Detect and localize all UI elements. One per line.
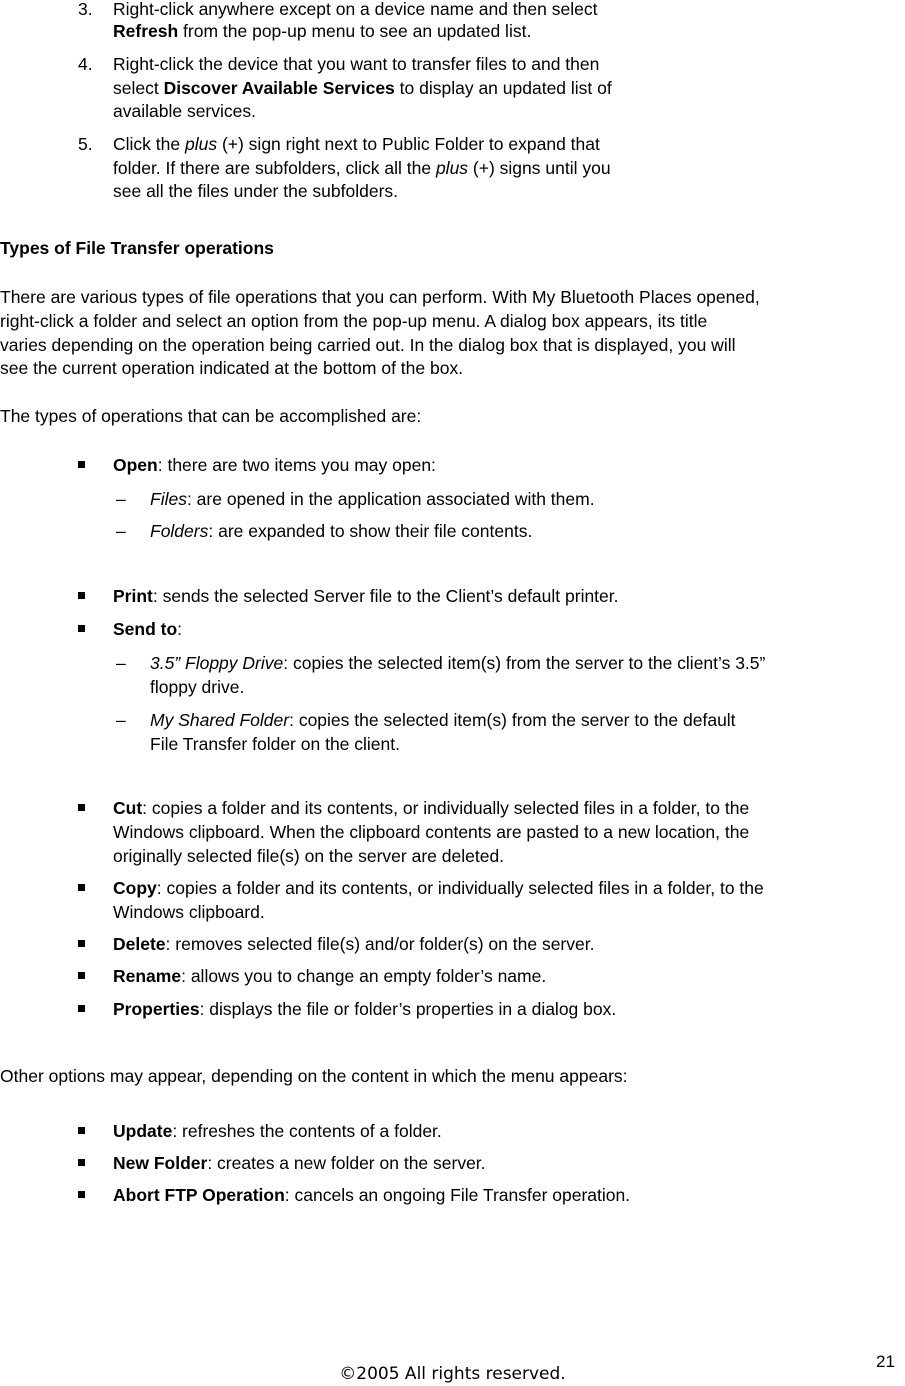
step-number: 3. [78, 0, 93, 19]
operation-update: Update: refreshes the contents of a folder. [113, 1121, 442, 1141]
step-5-line-3: see all the files under the subfolders. [113, 181, 399, 201]
intro-line: There are various types of file operations that you can perform. With My Bluetooth Places opened, [0, 287, 760, 307]
step-3-line-2: Refresh from the pop-up menu to see an updated list. [113, 21, 532, 41]
operation-abort-ftp: Abort FTP Operation: cancels an ongoing File Transfer operation. [113, 1185, 631, 1205]
step-5-line-2: folder. If there are subfolders, click all the plus (+) signs until you [113, 158, 611, 178]
operation-copy: Copy: copies a folder and its contents, or individually selected files in a folder, to the [113, 878, 764, 898]
operation-cut-cont: originally selected file(s) on the server are deleted. [113, 846, 505, 866]
types-intro: The types of operations that can be accomplished are: [0, 406, 422, 426]
bullet-icon [78, 1005, 85, 1012]
intro-line: varies depending on the operation being carried out. In the dialog box that is displayed, you will [0, 335, 736, 355]
operation-properties: Properties: displays the file or folder’s properties in a dialog box. [113, 999, 617, 1019]
subitem-shared-folder: My Shared Folder: copies the selected item(s) from the server to the default [150, 710, 736, 730]
bullet-icon [78, 884, 85, 891]
bullet-icon [78, 1127, 85, 1134]
operation-open: Open: there are two items you may open: [113, 455, 436, 475]
operation-cut: Cut: copies a folder and its contents, or individually selected files in a folder, to the [113, 798, 750, 818]
intro-line: right-click a folder and select an option from the pop-up menu. A dialog box appears, its title [0, 311, 708, 331]
bullet-icon [78, 804, 85, 811]
bullet-icon [78, 592, 85, 599]
step-3-line-1: Right-click anywhere except on a device name and then select [113, 0, 598, 19]
other-intro: Other options may appear, depending on the content in which the menu appears: [0, 1066, 628, 1086]
subitem-folders: Folders: are expanded to show their file contents. [150, 521, 533, 541]
subitem-shared-folder-cont: File Transfer folder on the client. [150, 734, 400, 754]
step-number: 5. [78, 134, 93, 154]
bullet-icon [78, 461, 85, 468]
step-4-line-1: Right-click the device that you want to transfer files to and then [113, 54, 600, 74]
subitem-files: Files: are opened in the application associated with them. [150, 489, 595, 509]
step-4-line-3: available services. [113, 101, 256, 121]
operation-rename: Rename: allows you to change an empty folder’s name. [113, 966, 547, 986]
section-heading: Types of File Transfer operations [0, 238, 274, 258]
intro-line: see the current operation indicated at the bottom of the box. [0, 358, 464, 378]
step-number: 4. [78, 54, 93, 74]
operation-print: Print: sends the selected Server file to the Client’s default printer. [113, 586, 619, 606]
operation-cut-cont: Windows clipboard. When the clipboard contents are pasted to a new location, the [113, 822, 750, 842]
bullet-icon [78, 625, 85, 632]
bullet-icon [78, 1191, 85, 1198]
subitem-floppy-drive: 3.5” Floppy Drive: copies the selected item(s) from the server to the client’s 3.5” [150, 653, 766, 673]
operation-new-folder: New Folder: creates a new folder on the server. [113, 1153, 486, 1173]
dash-icon: – [116, 489, 126, 509]
bullet-icon [78, 1159, 85, 1166]
dash-icon: – [116, 710, 126, 730]
subitem-floppy-drive-cont: floppy drive. [150, 677, 245, 697]
dash-icon: – [116, 653, 126, 673]
bullet-icon [78, 940, 85, 947]
step-4-line-2: select Discover Available Services to display an updated list of [113, 78, 612, 98]
operation-copy-cont: Windows clipboard. [113, 902, 265, 922]
bullet-icon [78, 972, 85, 979]
page-number: 21 [876, 1352, 895, 1371]
copyright-footer: ©2005 All rights reserved. [339, 1364, 566, 1384]
step-5-line-1: Click the plus (+) sign right next to Public Folder to expand that [113, 134, 600, 154]
dash-icon: – [116, 521, 126, 541]
operation-delete: Delete: removes selected file(s) and/or folder(s) on the server. [113, 934, 595, 954]
operation-send-to: Send to: [113, 619, 183, 639]
